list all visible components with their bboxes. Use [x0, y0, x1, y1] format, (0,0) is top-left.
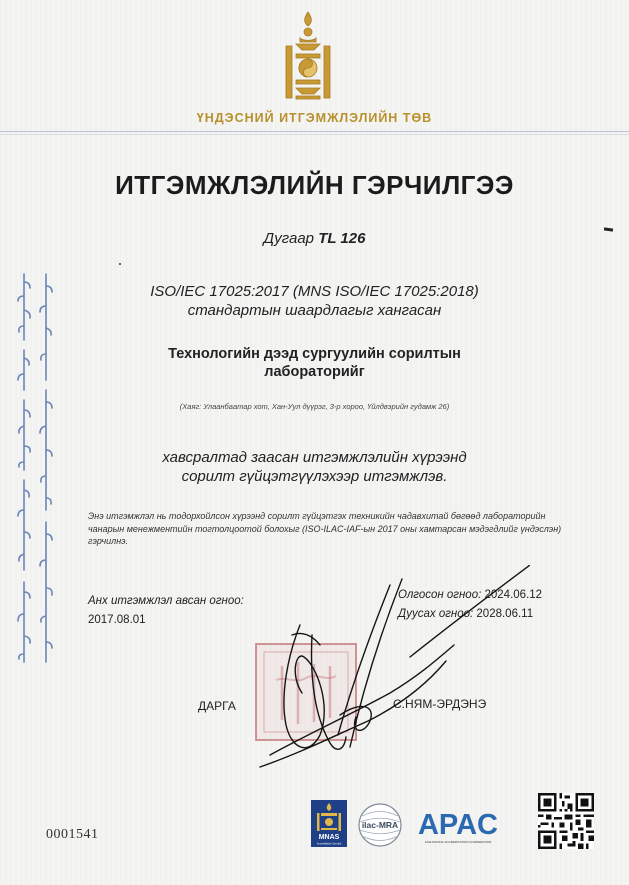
apac-text: APAC	[417, 809, 499, 841]
issued-date: 2024.06.12	[484, 589, 543, 601]
header-divider-secondary	[0, 134, 629, 135]
signature-icon	[240, 565, 530, 775]
expires-label: Дуусах огноо:	[398, 608, 474, 620]
qr-code-icon	[538, 793, 594, 849]
certificate-number	[0, 230, 629, 247]
issued-label: Олгосон огноо:	[398, 589, 482, 601]
standard-line-2: стандартын шаардлагыг хангасан	[187, 302, 442, 319]
standard-line-1: ISO/IEC 17025:2017 (MNS ISO/IEC 17025:2018)	[150, 283, 479, 300]
mnas-subtext: Accreditation Symbol	[316, 842, 342, 846]
lab-line-1: Технологийн дээд сургуулийн сорилтын	[168, 346, 461, 362]
certificate-note: Энэ итгэмжлэл нь тодорхойлсон хүрээнд сорилт гүйцэтгэх техникийн чадавхитай бөгөөд лабораторийн чанарын менежментийн тогтолцоотой болохыг (ISO-ILAC-IAF-ын 2017 оны хамтарсан мэдэгдлийг үндэслэн) гэрчилнэ.	[88, 511, 562, 546]
expires-date: 2028.06.11	[476, 608, 534, 620]
scope-line-1: хавсралтад заасан итгэмжлэлийн хүрээнд	[162, 449, 467, 466]
laboratory-name	[0, 345, 629, 381]
number-value: TL 126	[318, 230, 366, 247]
apac-subtext: ASIA PACIFIC ACCREDITATION COOPERATION	[424, 840, 492, 844]
mnas-logo	[311, 800, 347, 847]
first-accreditation-label: Анх итгэмжлэл авсан огноо:	[88, 595, 244, 607]
certificate-title: ИТГЭМЖЛЭЛИЙН ГЭРЧИЛГЭЭ	[115, 170, 514, 200]
laboratory-address: (Хаяг: Улаанбаатар хот, Хан-Уул дүүрэг, 3-р хороо, Үйлдвэрийн гудамж 26)	[179, 402, 450, 411]
lab-line-2: лабораторийг	[264, 364, 365, 380]
serial-number: 0001541	[46, 827, 99, 842]
vertical-mongolian-script	[10, 270, 64, 670]
mnas-text: MNAS	[318, 834, 340, 841]
signatory-name: С.НЯМ-ЭРДЭНЭ	[393, 697, 487, 711]
first-accreditation-date: 2017.08.01	[88, 614, 146, 626]
scope-statement	[0, 448, 629, 486]
organization-name: ҮНДЭСНИЙ ИТГЭМЖЛЭЛИЙН ТӨВ	[196, 111, 433, 125]
stray-dot	[119, 263, 121, 265]
header-divider	[0, 131, 629, 132]
ilac-mra-logo	[356, 802, 404, 848]
ilac-text: ilac-MRA	[361, 820, 399, 830]
number-label: Дугаар	[263, 230, 315, 247]
apac-logo	[413, 806, 503, 846]
soyombo-emblem-icon	[282, 10, 334, 106]
scope-line-2: сорилт гүйцэтгүүлэхээр итгэмжлэв.	[181, 468, 448, 485]
signatory-title: ДАРГА	[198, 699, 236, 713]
standard-statement	[0, 282, 629, 320]
